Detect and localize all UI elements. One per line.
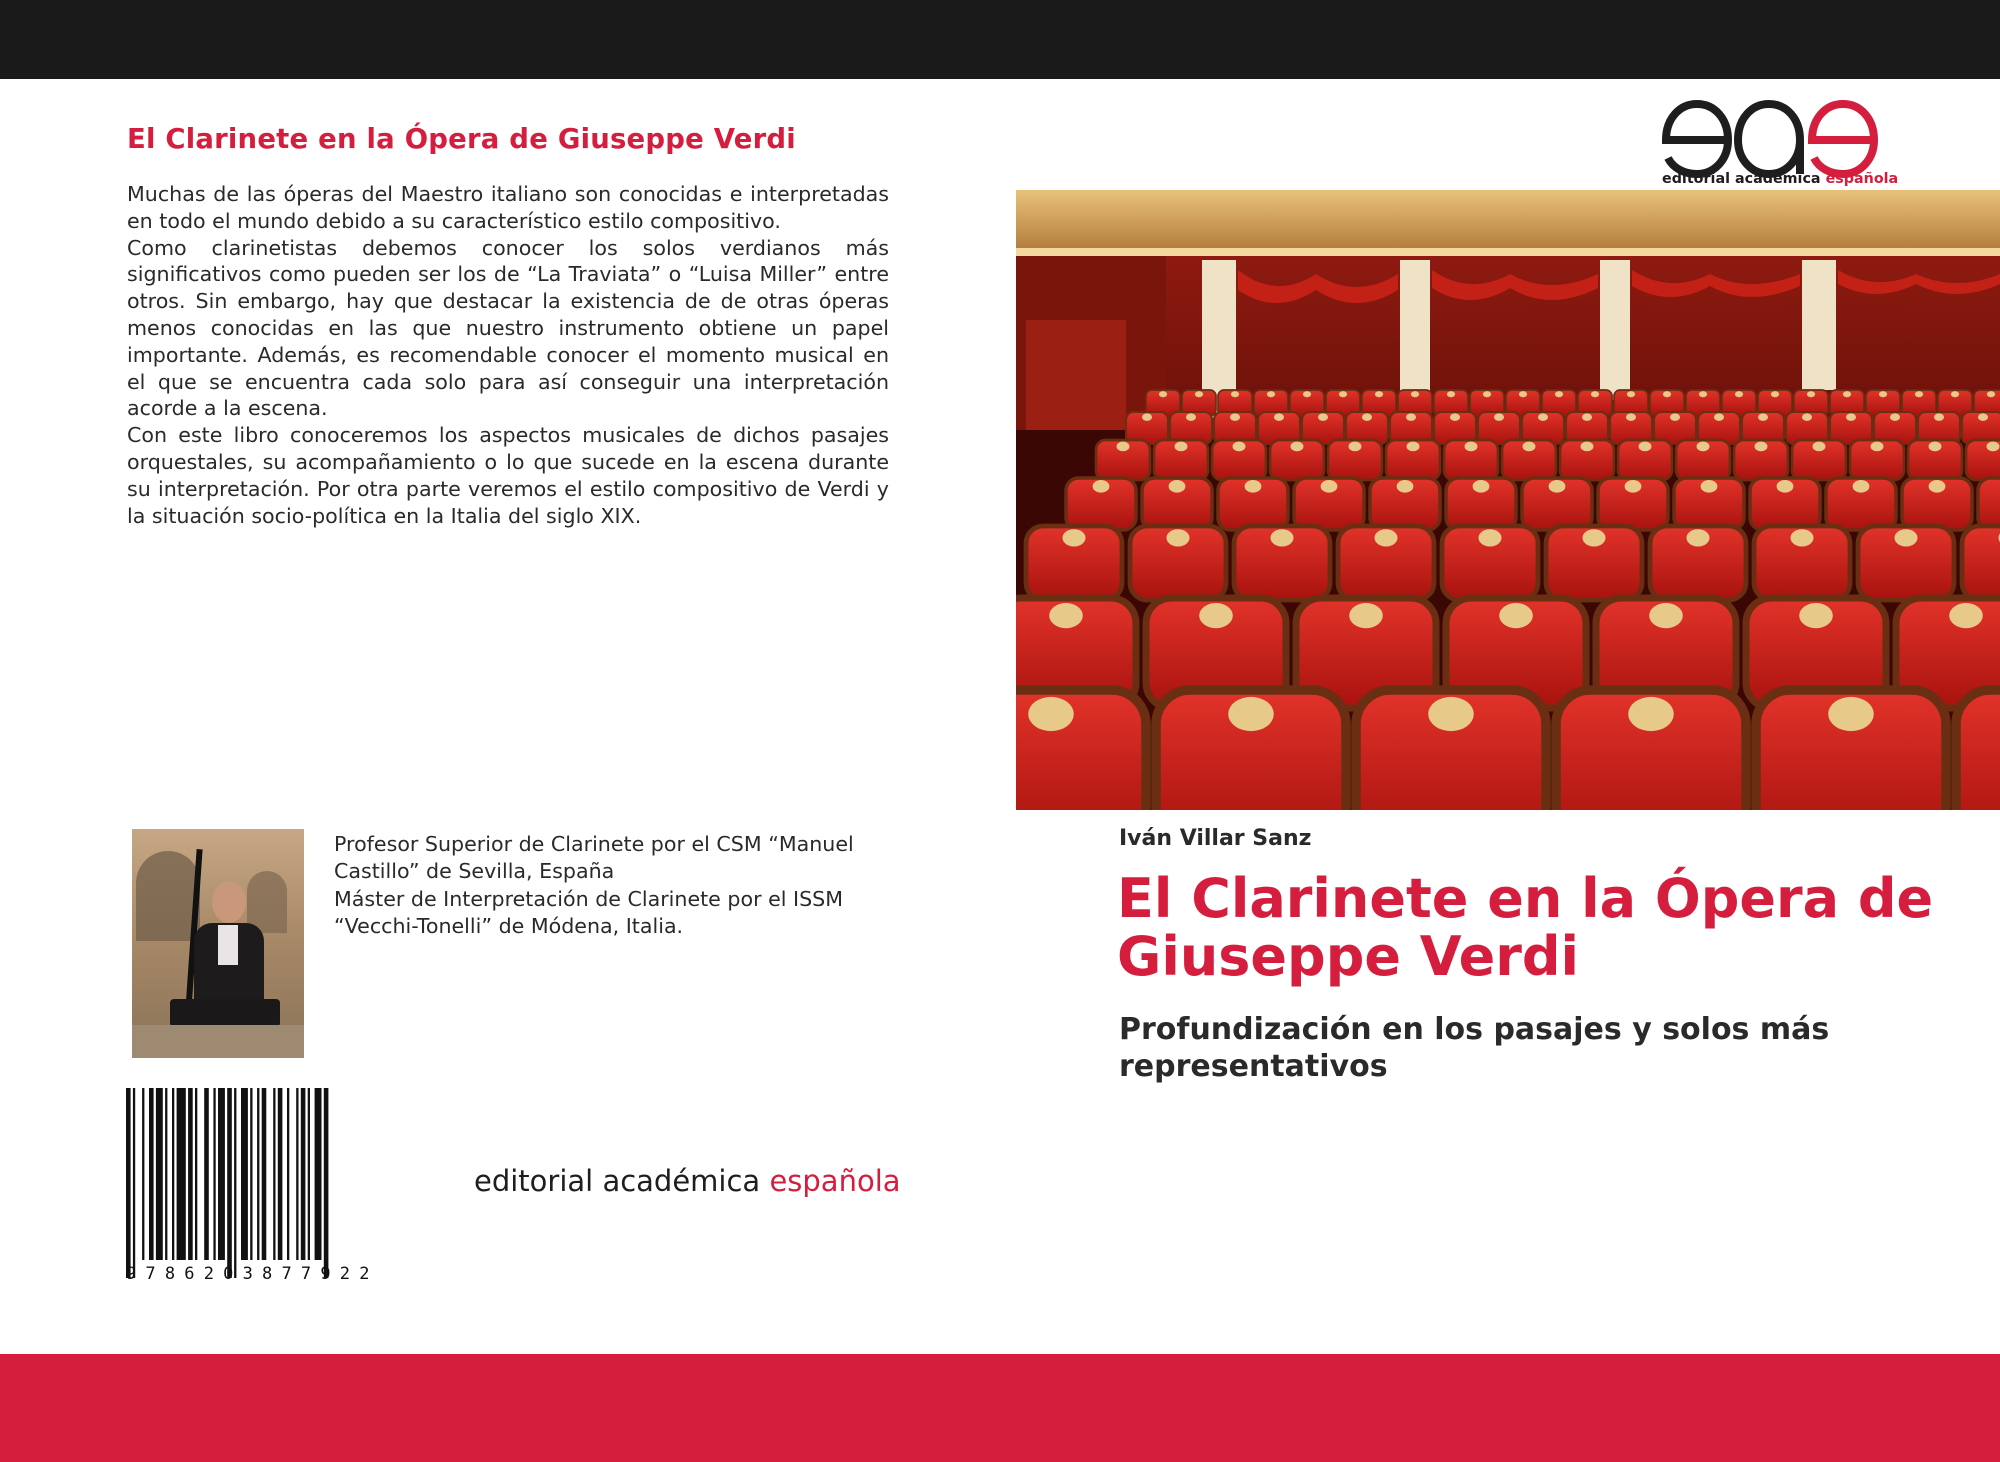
seat-number-plate xyxy=(1349,442,1362,452)
publisher-logo-text xyxy=(1662,171,1898,187)
barcode-bar xyxy=(234,1088,236,1278)
author-photo xyxy=(132,829,304,1058)
bio-line: Máster de Interpretación de Clarinete por el ISSM “Vecchi-Tonelli” de Módena, Italia. xyxy=(334,886,844,938)
seat-number-plate xyxy=(1582,413,1592,421)
blurb-paragraph: Muchas de las óperas del Maestro italiano son conocidas e interpretadas en todo el mundo debido a su característico estilo compositivo. xyxy=(127,182,889,233)
seat-number-plate xyxy=(1228,697,1274,731)
barcode-digits: 9786203877922 xyxy=(126,1264,379,1284)
barcode-bar xyxy=(324,1088,329,1278)
seat-number-plate xyxy=(1428,697,1474,731)
seat-number-plate xyxy=(1465,442,1478,452)
seat-number-plate xyxy=(1175,442,1188,452)
seat-number-plate xyxy=(1755,442,1768,452)
publisher-name xyxy=(474,1164,901,1198)
barcode-bar xyxy=(262,1088,267,1260)
barcode-bar xyxy=(301,1088,306,1260)
seat-number-plate xyxy=(1555,391,1563,397)
barcode-bar xyxy=(287,1088,289,1260)
seat-number-plate xyxy=(1411,391,1419,397)
seat-number-plate xyxy=(1195,391,1203,397)
barcode-bar xyxy=(315,1088,322,1260)
back-cover-title: El Clarinete en la Ópera de Giuseppe Verdi xyxy=(127,123,796,155)
seat-number-plate xyxy=(1049,603,1083,628)
seat-number-plate xyxy=(1478,529,1501,546)
seat-number-plate xyxy=(1591,391,1599,397)
seat-number-plate xyxy=(1318,413,1328,421)
author-bio xyxy=(334,831,894,940)
seat-number-plate xyxy=(1735,391,1743,397)
seat-number-plate xyxy=(1581,442,1594,452)
barcode-bar xyxy=(172,1088,174,1260)
seat-number-plate xyxy=(1270,529,1293,546)
barcode xyxy=(124,1088,454,1288)
seat-number-plate xyxy=(1231,391,1239,397)
seat-number-plate xyxy=(1267,391,1275,397)
seat-number-plate xyxy=(1406,413,1416,421)
seat-number-plate xyxy=(1199,603,1233,628)
barcode-bar xyxy=(149,1088,154,1260)
barcode-bar xyxy=(241,1088,248,1260)
seat-number-plate xyxy=(1846,413,1856,421)
seat-number-plate xyxy=(1549,480,1566,493)
seat-number-plate xyxy=(1339,391,1347,397)
seat-back xyxy=(1956,690,2000,810)
seat-number-plate xyxy=(1843,391,1851,397)
seat-number-plate xyxy=(1949,603,1983,628)
seat-number-plate xyxy=(1494,413,1504,421)
seat-number-plate xyxy=(1274,413,1284,421)
theater-seats-photo xyxy=(1016,190,2000,810)
front-cover-subtitle: Profundización en los pasajes y solos más representativos xyxy=(1119,1012,1830,1084)
seat-number-plate xyxy=(1915,391,1923,397)
seat-number-plate xyxy=(1450,413,1460,421)
seat-back xyxy=(1962,526,2000,600)
barcode-bar xyxy=(156,1088,163,1260)
seat-number-plate xyxy=(1790,529,1813,546)
publisher-name-accent: española xyxy=(769,1164,901,1198)
bottom-band xyxy=(0,1354,2000,1462)
seat-number-plate xyxy=(1499,603,1533,628)
blurb-paragraph: Como clarinetistas debemos conocer los solos verdianos más significativos como pueden ser los de “La Traviata” o “Luisa Miller” entre otros. Sin embargo, hay que destacar la existencia de de otras óperas menos conocidas en las que nuestro instrumento obtiene un papel importante. Además, es recomendable conocer el momento musical en el que se encuentra cada solo para así conseguir una interpretación acorde a la escena. xyxy=(127,235,889,421)
seat-number-plate xyxy=(1758,413,1768,421)
seat-number-plate xyxy=(1291,442,1304,452)
seat-number-plate xyxy=(1028,697,1074,731)
barcode-bar xyxy=(188,1088,193,1260)
publisher-name-main: editorial académica xyxy=(474,1164,770,1198)
seat-number-plate xyxy=(1582,529,1605,546)
barcode-bar xyxy=(278,1088,283,1260)
seat-number-plate xyxy=(1349,603,1383,628)
seat-number-plate xyxy=(1159,391,1167,397)
back-cover-blurb xyxy=(127,181,889,529)
seat-number-plate xyxy=(1245,480,1262,493)
barcode-bar xyxy=(133,1088,135,1278)
seat-number-plate xyxy=(1663,391,1671,397)
seat-number-plate xyxy=(1166,529,1189,546)
barcode-bar xyxy=(142,1088,144,1260)
seat-number-plate xyxy=(1879,391,1887,397)
seat-number-plate xyxy=(1625,480,1642,493)
seat-number-plate xyxy=(1374,529,1397,546)
barcode-bar xyxy=(308,1088,310,1260)
barcode-bar xyxy=(257,1088,259,1260)
seat-number-plate xyxy=(1802,413,1812,421)
seat-number-plate xyxy=(1699,391,1707,397)
seat-number-plate xyxy=(1186,413,1196,421)
theater-seats-illustration xyxy=(1016,190,2000,810)
barcode-bar xyxy=(165,1088,167,1260)
seat-number-plate xyxy=(1813,442,1826,452)
seat-number-plate xyxy=(1890,413,1900,421)
barcode-bar xyxy=(126,1088,131,1278)
seat-number-plate xyxy=(1523,442,1536,452)
seat-number-plate xyxy=(1799,603,1833,628)
seat-number-plate xyxy=(1697,442,1710,452)
seat-number-plate xyxy=(1686,529,1709,546)
author-name: Iván Villar Sanz xyxy=(1119,826,1312,851)
seat-number-plate xyxy=(1627,391,1635,397)
seat-number-plate xyxy=(1230,413,1240,421)
barcode-bar xyxy=(227,1088,232,1278)
seat-number-plate xyxy=(1649,603,1683,628)
barcode-bar xyxy=(218,1088,225,1260)
seat-number-plate xyxy=(1951,391,1959,397)
seat-number-plate xyxy=(1934,413,1944,421)
seat-number-plate xyxy=(1807,391,1815,397)
seat-number-plate xyxy=(1628,697,1674,731)
front-cover-title: El Clarinete en la Ópera de Giuseppe Verdi xyxy=(1117,867,1934,988)
barcode-bar xyxy=(177,1088,186,1260)
seat-number-plate xyxy=(1929,442,1942,452)
seat-number-plate xyxy=(1987,391,1995,397)
seat-number-plate xyxy=(1929,480,1946,493)
seat-number-plate xyxy=(1447,391,1455,397)
seat-number-plate xyxy=(1777,480,1794,493)
logo-text-accent: española xyxy=(1825,171,1899,187)
seat-number-plate xyxy=(1303,391,1311,397)
seat-number-plate xyxy=(1639,442,1652,452)
seat-number-plate xyxy=(1473,480,1490,493)
seat-back xyxy=(1978,478,2000,530)
bio-line: Profesor Superior de Clarinete por el CSM “Manuel Castillo” de Sevilla, España xyxy=(334,832,854,884)
seat-number-plate xyxy=(1853,480,1870,493)
top-band xyxy=(0,0,2000,79)
seat-number-plate xyxy=(1828,697,1874,731)
seat-number-plate xyxy=(1519,391,1527,397)
seat-number-plate xyxy=(1714,413,1724,421)
blurb-paragraph: Con este libro conoceremos los aspectos musicales de dichos pasajes orquestales, su acompañamiento o lo que sucede en la escena durante su interpretación. Por otra parte veremos el estilo compositivo de Verdi y la situación socio-política en la Italia del siglo XIX. xyxy=(127,423,889,528)
seat-number-plate xyxy=(1626,413,1636,421)
seat-number-plate xyxy=(1871,442,1884,452)
seat-number-plate xyxy=(1362,413,1372,421)
seat-number-plate xyxy=(1483,391,1491,397)
seat-number-plate xyxy=(1670,413,1680,421)
barcode-bar xyxy=(273,1088,275,1260)
seat-number-plate xyxy=(1538,413,1548,421)
seat-number-plate xyxy=(1142,413,1152,421)
seat-number-plate xyxy=(1117,442,1130,452)
seat-number-plate xyxy=(1987,442,2000,452)
seat-number-plate xyxy=(1407,442,1420,452)
seat-number-plate xyxy=(1771,391,1779,397)
seat-number-plate xyxy=(1894,529,1917,546)
barcode-bar xyxy=(204,1088,209,1260)
seat-number-plate xyxy=(1169,480,1186,493)
seat-number-plate xyxy=(1978,413,1988,421)
seat-number-plate xyxy=(1397,480,1414,493)
seat-number-plate xyxy=(1233,442,1246,452)
logo-text-main: editorial académica xyxy=(1662,171,1826,187)
seat-number-plate xyxy=(1321,480,1338,493)
seat-number-plate xyxy=(1062,529,1085,546)
barcode-bar xyxy=(296,1088,298,1260)
seat-number-plate xyxy=(1701,480,1718,493)
barcode-bar xyxy=(250,1088,252,1260)
seat-number-plate xyxy=(1375,391,1383,397)
seat-number-plate xyxy=(1093,480,1110,493)
barcode-bar xyxy=(195,1088,197,1260)
barcode-bar xyxy=(213,1088,215,1260)
